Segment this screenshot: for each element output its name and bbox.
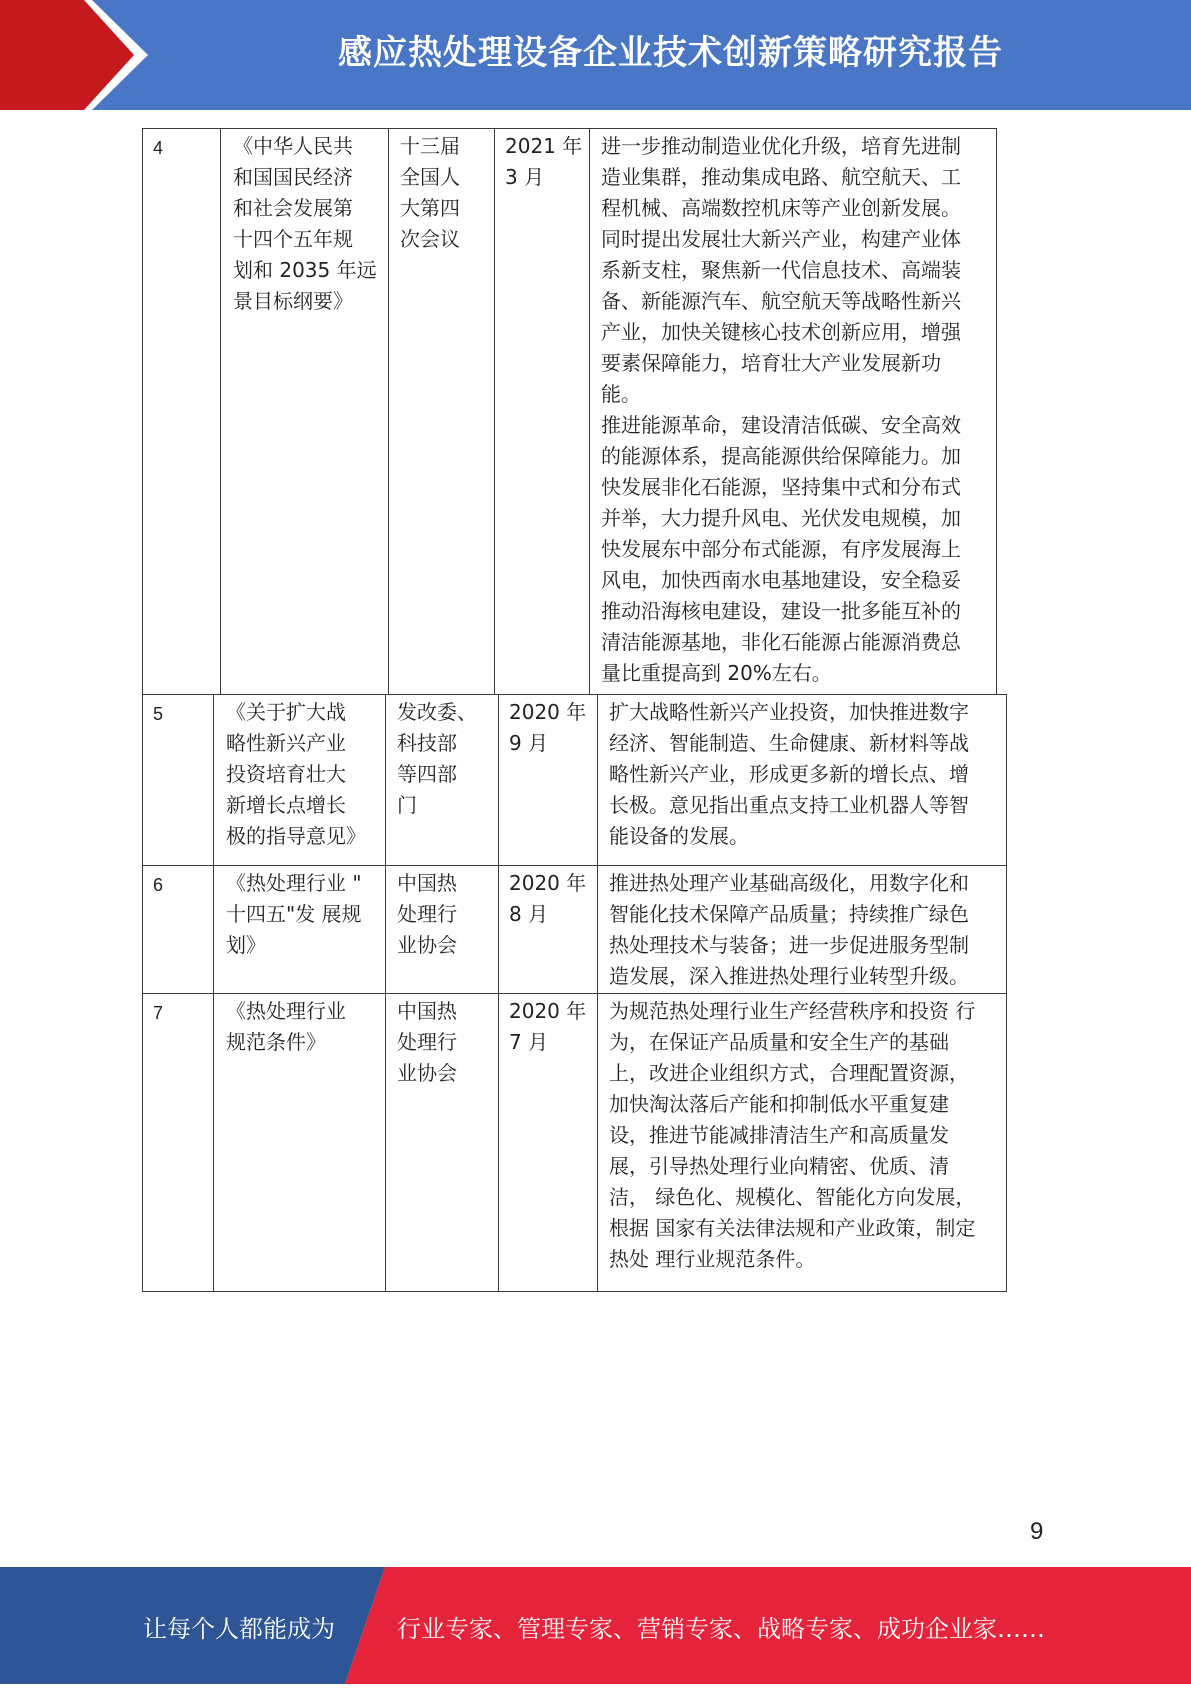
issuer-cell xyxy=(385,994,498,1291)
issuer: 中国热 处理行 业协会 xyxy=(397,999,457,1085)
date-cell xyxy=(498,866,597,993)
issuer: 十三届 全国人 大第四 次会议 xyxy=(400,134,460,251)
row-number-cell xyxy=(143,866,213,993)
table-row xyxy=(142,865,1007,994)
content-cell xyxy=(589,129,998,694)
footer-slogan-left: 让每个人都能成为 xyxy=(143,1615,335,1643)
content-cell xyxy=(597,866,1008,993)
row-number: 5 xyxy=(153,704,164,724)
policy-content: 为规范热处理行业生产经营秩序和投资 行 为，在保证产品质量和安全生产的基础 上，改进企业组织方式，合理配置资源， 加快淘汰落后产能和抑制低水平重复建 设，推进节能减排清洁生产和高质量发 展，引导热处理行业向精密、优质、清 洁， 绿色化、规模化、智能化方向发展， 根据 国家有关法律法规和产业政策，制定 热处 理行业规范条件。 xyxy=(609,999,976,1271)
date: 2020 年 7 月 xyxy=(509,999,587,1054)
policy-content: 推进热处理产业基础高级化，用数字化和 智能化技术保障产品质量；持续推广绿色 热处理技术与装备；进一步促进服务型制 造发展，深入推进热处理行业转型升级。 xyxy=(609,871,969,988)
header-arrow-decoration xyxy=(0,0,150,110)
policy-name: 《热处理行业 规范条件》 xyxy=(226,999,346,1054)
policy-name-cell xyxy=(213,994,385,1291)
table-row xyxy=(142,993,1007,1292)
date-cell xyxy=(498,994,597,1291)
policy-content: 进一步推动制造业优化升级，培育先进制 造业集群，推动集成电路、航空航天、工 程机械、高端数控机床等产业创新发展。 同时提出发展壮大新兴产业，构建产业体 系新支柱，聚焦新一代信息技术、高端装 备、新能源汽车、航空航天等战略性新兴 产业，加快关键核心技术创新应用，增强 要素保障能力，培育壮大产业发展新功 能。 推进能源革命，建设清洁低碳、安全高效 的能源体系，提高能源供给保障能力。加 快发展非化石能源，坚持集中式和分布式 并举，大力提升风电、光伏发电规模，加 快发展东中部分布式能源，有序发展海上 风电，加快西南水电基地建设，安全稳妥 推动沿海核电建设，建设一批多能互补的 清洁能源基地，非化石能源占能源消费总 量比重提高到 20%左右。 xyxy=(601,134,961,685)
policy-name-cell xyxy=(213,695,385,865)
content-cell xyxy=(597,695,1008,865)
document-title: 感应热处理设备企业技术创新策略研究报告 xyxy=(338,33,1003,73)
date-cell xyxy=(498,695,597,865)
policy-name-cell xyxy=(213,866,385,993)
issuer-cell xyxy=(385,695,498,865)
date: 2021 年 3 月 xyxy=(505,134,583,189)
page-number: 9 xyxy=(1030,1518,1044,1545)
date: 2020 年 8 月 xyxy=(509,871,587,926)
page-footer xyxy=(0,1567,1191,1684)
policy-name: 《关于扩大战 略性新兴产业 投资培育壮大 新增长点增长 极的指导意见》 xyxy=(226,700,366,848)
issuer: 中国热 处理行 业协会 xyxy=(397,871,457,957)
footer-slogan-right: 行业专家、管理专家、营销专家、战略专家、成功企业家…… xyxy=(397,1615,1045,1643)
content-cell xyxy=(597,994,1008,1291)
row-number: 6 xyxy=(153,875,164,895)
row-number: 7 xyxy=(153,1003,164,1023)
table-row xyxy=(142,128,997,695)
row-number: 4 xyxy=(153,138,164,158)
policy-name: 《中华人民共 和国国民经济 和社会发展第 十四个五年规 划和 2035 年远 景目标纲要》 xyxy=(233,134,377,313)
table-row xyxy=(142,694,1007,866)
policy-name: 《热处理行业 " 十四五"发 展规 划》 xyxy=(226,871,362,957)
page-header xyxy=(0,0,1191,110)
policy-content: 扩大战略性新兴产业投资，加快推进数字 经济、智能制造、生命健康、新材料等战 略性新兴产业，形成更多新的增长点、增 长极。意见指出重点支持工业机器人等智 能设备的发展。 xyxy=(609,700,969,848)
row-number-cell xyxy=(143,994,213,1291)
policy-name-cell xyxy=(220,129,388,694)
date: 2020 年 9 月 xyxy=(509,700,587,755)
date-cell xyxy=(494,129,589,694)
issuer: 发改委、 科技部 等四部 门 xyxy=(397,700,477,817)
issuer-cell xyxy=(388,129,494,694)
row-number-cell xyxy=(143,695,213,865)
issuer-cell xyxy=(385,866,498,993)
row-number-cell xyxy=(143,129,220,694)
